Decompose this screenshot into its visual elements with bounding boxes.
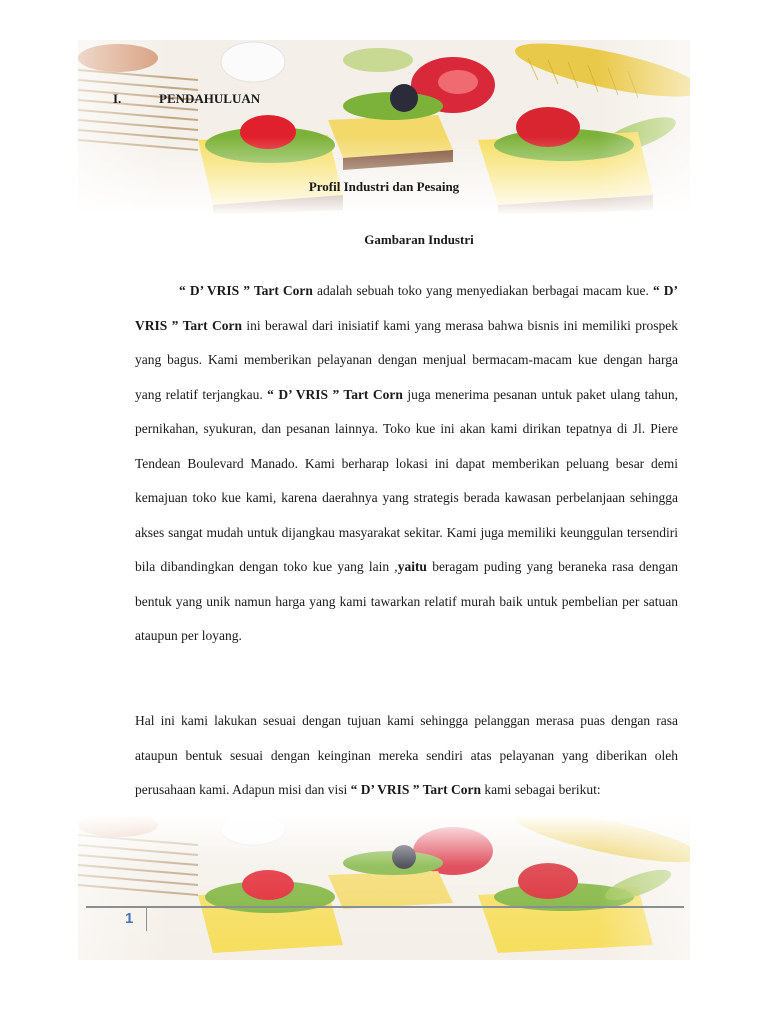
section-title: PENDAHULUAN [159,91,261,106]
paragraph-2: Hal ini kami lakukan sesuai dengan tujuan kami sehingga pelanggan merasa puas dengan rasa ataupun bentuk sesuai dengan keinginan mereka sendiri atas pelayanan yang diberikan oleh perusahaan kami. Adapun misi dan visi “ D’ VRIS ” Tart Corn kami sebagai berikut: [135,713,678,797]
footer-dessert-image [78,815,690,960]
page-number-divider [146,907,147,931]
brand-name: “ D’ VRIS ” Tart Corn [135,283,679,333]
subtitle-profil: Profil Industri dan Pesaing [308,179,460,194]
brand-name: “ D’ VRIS ” Tart Corn [350,782,481,797]
bold-word: yaitu [397,559,427,574]
section-heading [113,91,260,107]
subtitle-gambaran: Gambaran Industri [364,232,474,247]
footer-rule [86,906,684,908]
paragraph-1: “ D’ VRIS ” Tart Corn adalah sebuah toko yang menyediakan berbagai macam kue. “ D’ VRIS ” Tart Corn ini berawal dari inisiatif kami yang merasa bahwa bisnis ini memiliki prospek yang bagus. Kami memberikan pelayanan dengan menjual bermacam-macam kue dengan harga yang relatif terjangkau. “ D’ VRIS ” Tart Corn juga menerima pesanan untuk paket ulang tahun, pernikahan, syukuran, dan pesanan lainnya. Toko kue ini akan kami dirikan tepatnya di Jl. Piere Tendean Boulevard Manado. Kami berharap lokasi ini dapat memberikan peluang besar demi kemajuan toko kue kami, karena daerahnya yang strategis berada kawasan perbelanjaan sehingga akses sangat mudah untuk dijangkau masyarakat sekitar. Kami juga memiliki keunggulan tersendiri bila dibandingkan dengan toko kue yang lain ,yaitu beragam puding yang beraneka rasa dengan bentuk yang unik namun harga yang kami tawarkan relatif murah baik untuk pembelian per satuan ataupun per loyang. [135,283,679,643]
brand-name: “ D’ VRIS ” Tart Corn [267,386,403,402]
brand-name: “ D’ VRIS ” Tart Corn [179,283,313,298]
page-number: 1 [125,910,134,927]
section-number: I. [113,91,122,106]
